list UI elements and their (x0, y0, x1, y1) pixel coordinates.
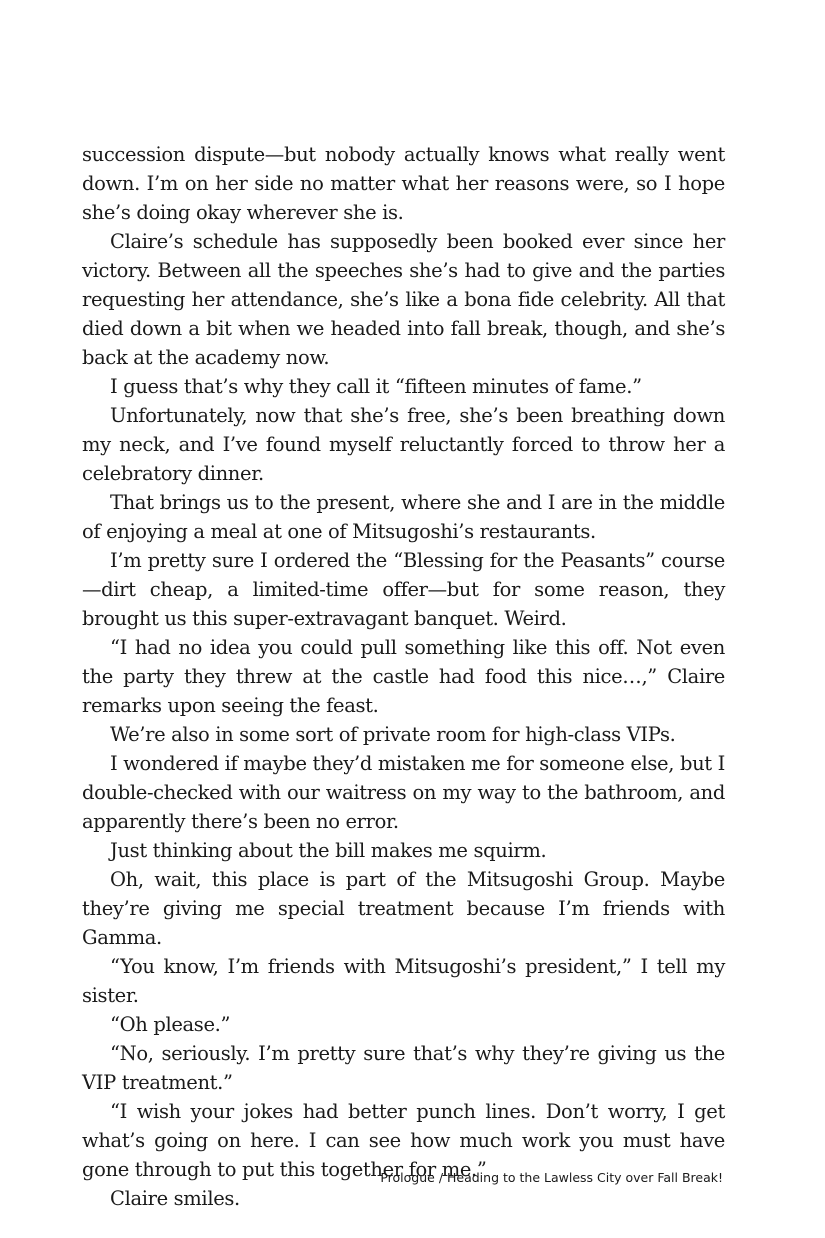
paragraph: I wondered if maybe they’d mistaken me for someone else, but I double-checked with our waitress on my way to the bathroom, and apparently there’s been no error. (82, 752, 725, 833)
running-footer: Prologue / Heading to the Lawless City over Fall Break! (380, 1170, 723, 1185)
paragraph: “Oh please.” (110, 1013, 231, 1036)
paragraph: “You know, I’m friends with Mitsugoshi’s president,” I tell my sister. (82, 955, 725, 1007)
paragraph: Claire smiles. (110, 1187, 240, 1210)
paragraph: Claire’s schedule has supposedly been booked ever since her victory. Between all the speeches she’s had to give and the parties requesting her attendance, she’s like a bona fide celebrity. All that died down a bit when we headed into fall break, though, and she’s back at the academy now. (82, 230, 725, 369)
paragraph: We’re also in some sort of private room for high-class VIPs. (110, 723, 676, 746)
body-text (82, 140, 725, 1213)
paragraph: Just thinking about the bill makes me squirm. (110, 839, 547, 862)
paragraph: “I had no idea you could pull something like this off. Not even the party they threw at the castle had food this nice…,” Claire remarks upon seeing the feast. (82, 636, 725, 717)
paragraph: That brings us to the present, where she and I are in the middle of enjoying a meal at one of Mitsugoshi’s restaurants. (82, 491, 725, 543)
paragraph: Unfortunately, now that she’s free, she’s been breathing down my neck, and I’ve found myself reluctantly forced to throw her a celebratory dinner. (82, 404, 725, 485)
paragraph: Oh, wait, this place is part of the Mitsugoshi Group. Maybe they’re giving me special treatment because I’m friends with Gamma. (82, 868, 725, 949)
paragraph: “No, seriously. I’m pretty sure that’s why they’re giving us the VIP treatment.” (82, 1042, 725, 1094)
paragraph: “I wish your jokes had better punch lines. Don’t worry, I get what’s going on here. I can see how much work you must have gone through to put this together for me.” (82, 1100, 725, 1181)
paragraph: I’m pretty sure I ordered the “Blessing for the Peasants” course—dirt cheap, a limited-time offer—but for some reason, they brought us this super-extravagant banquet. Weird. (82, 549, 725, 630)
paragraph: I guess that’s why they call it “fifteen minutes of fame.” (110, 375, 642, 398)
paragraph: succession dispute—but nobody actually knows what really went down. I’m on her side no matter what her reasons were, so I hope she’s doing okay wherever she is. (82, 143, 725, 224)
